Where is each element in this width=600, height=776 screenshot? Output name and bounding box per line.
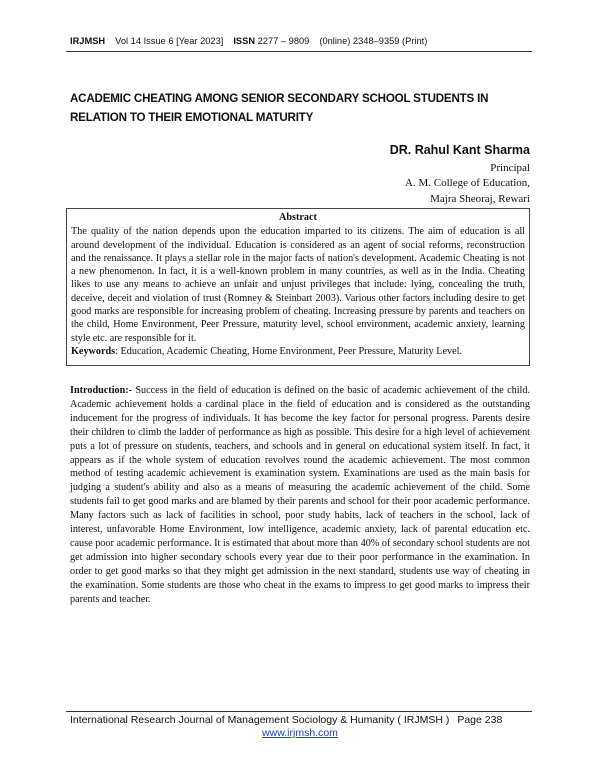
page-number: Page 238 bbox=[457, 714, 503, 726]
running-footer bbox=[70, 714, 530, 726]
journal-abbrev: IRJMSH bbox=[70, 36, 106, 46]
author-college: A. M. College of Education, bbox=[405, 177, 530, 189]
keywords-line bbox=[71, 345, 525, 358]
online-print-issn: (0nline) 2348–9359 (Print) bbox=[319, 36, 428, 46]
issn-label: ISSN bbox=[233, 36, 256, 46]
author-location: Majra Sheoraj, Rewari bbox=[430, 192, 530, 205]
article-title: ACADEMIC CHEATING AMONG SENIOR SECONDARY SCHOOL STUDENTS IN RELATION TO THEIR EMOTIONAL MATURITY bbox=[70, 92, 489, 124]
header-rule bbox=[66, 51, 532, 52]
introduction-text: Success in the field of education is defined on the basic of academic achievement of the child. Academic achievement holds a cardinal place in the field of education and is considered as the outstanding inducement for the progress of individuals. It has become the key factor for personal progress. Parents desire their children to climb the ladder of performance as high as possible. This desire for a high level of achievement puts a lot of pressure on students, teachers, and schools and in general on educational system itself. In fact, it appears as if the whole system of education revolves round the academic achievement. The most common method of testing academic achievement is examination system. Examinations are used as the main basis for judging a student's ability and also as a means of measuring the academic achievement of the child. Some students fail to get good marks and are blamed by their parents and school for their poor academic performance. Many factors such as lack of facilities in school, poor study habits, lack of teachers in the school, lack of interest, unfavorable Home Environment, low intelligence, academic anxiety, lack of parental education etc. cause poor academic performance. It is estimated that about more than 40% of secondary school students are not get admission into higher secondary schools every year due to their poor performance in the examination. In order to get good marks so that they might get admission in the next standard, students use way of cheating in the examination. Some students are those who cheat in the exams to impress to get good marks to impress their parents and teacher. bbox=[70, 385, 530, 605]
author-block bbox=[390, 143, 530, 207]
author-name: DR. Rahul Kant Sharma bbox=[389, 143, 530, 157]
footer-rule bbox=[66, 711, 532, 712]
introduction-label: Introduction:- bbox=[70, 385, 133, 396]
abstract-text: The quality of the nation depends upon the education imparted to its citizens. The aim of education is all around development of the individual. Education is considered as an agent of social reforms, reconstruction and the renaissance. It plays a stellar role in the major facts of nation's development. Academic Cheating is not a new phenomenon. In fact, it is a well-known problem in many countries, as well as in the India. Cheating likes to use any means to achieve an unfair and unjust privileges that include: lying, concealing the truth, deceive, deceit and violation of trust (Romney & Steinbart 2003). Various other factors including desire to get good marks are responsible for increasing problem of cheating. Increasing pressure by parents and teachers on the child, Home Environment, Peer Pressure, maturity level, school environment, academic anxiety, learning style etc. are responsible for it. bbox=[71, 226, 525, 344]
author-designation: Principal bbox=[490, 161, 530, 174]
issn-number: 2277 – 9809 bbox=[257, 36, 310, 46]
keywords-label: Keywords bbox=[71, 345, 116, 357]
abstract-box bbox=[66, 208, 530, 366]
running-header bbox=[70, 36, 530, 46]
footer-journal-name: International Research Journal of Management Sociology & Humanity ( IRJMSH ) bbox=[70, 714, 450, 726]
abstract-heading: Abstract bbox=[279, 212, 317, 223]
volume-info: Vol 14 Issue 6 [Year 2023] bbox=[115, 36, 224, 46]
introduction-paragraph bbox=[70, 384, 530, 607]
keywords-list: : Education, Academic Cheating, Home Environment, Peer Pressure, Maturity Level. bbox=[115, 345, 463, 357]
journal-website-link[interactable]: www.irjmsh.com bbox=[262, 727, 338, 739]
